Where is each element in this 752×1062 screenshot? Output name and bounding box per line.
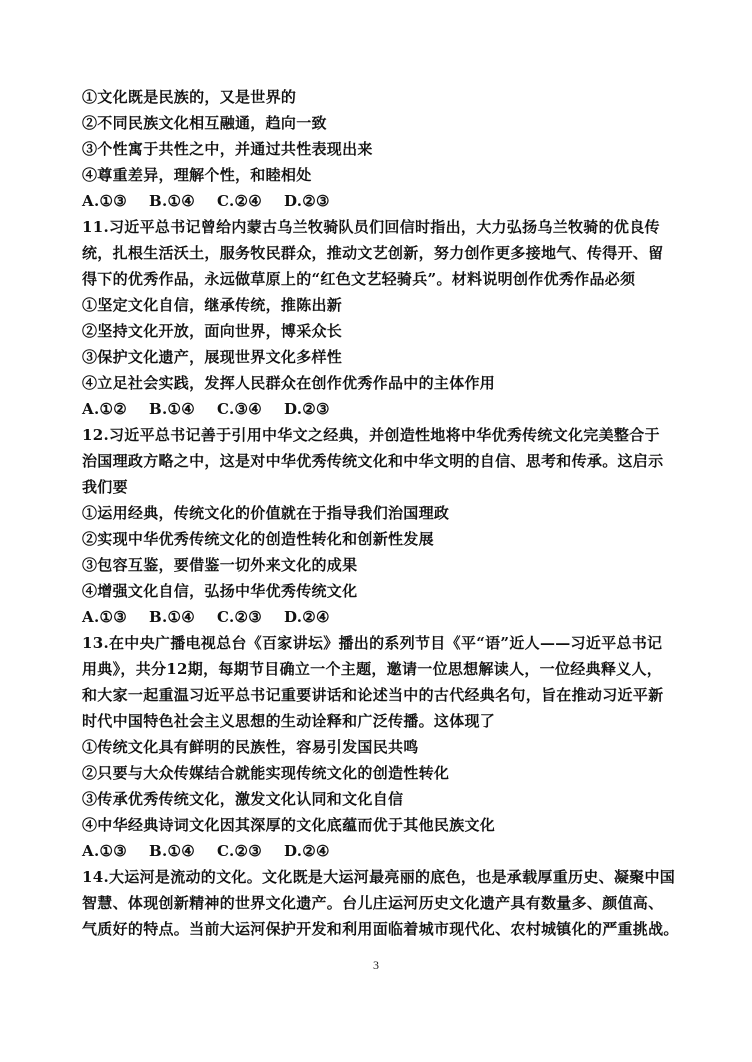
q10-item-2: ②不同民族文化相互融通，趋向一致: [82, 114, 327, 132]
q12-stem-line-3: 我们要: [82, 478, 128, 496]
q13-stem-line-4: 时代中国特色社会主义思想的生动诠释和广泛传播。这体现了: [82, 712, 496, 730]
q12-option-b: B.①④: [148, 608, 195, 626]
q10-options: [82, 188, 682, 214]
q10-option-c: C.②④: [216, 192, 262, 210]
q12-item-3: ③包容互鉴，要借鉴一切外来文化的成果: [82, 556, 358, 574]
q13-item-1: ①传统文化具有鲜明的民族性，容易引发国民共鸣: [82, 738, 419, 756]
q13-option-a: A.①③: [82, 842, 127, 860]
q12-item-1: ①运用经典，传统文化的价值就在于指导我们治国理政: [82, 504, 450, 522]
page-number: 3: [373, 958, 379, 972]
q12-item-4: ④增强文化自信，弘扬中华优秀传统文化: [82, 582, 358, 600]
q10-option-a: A.①③: [82, 192, 127, 210]
q10-option-b: B.①④: [148, 192, 195, 210]
q10-item-1: ①文化既是民族的，又是世界的: [82, 88, 297, 106]
page-content: [82, 84, 682, 942]
q11-item-2: ②坚持文化开放，面向世界，博采众长: [82, 322, 343, 340]
q12-stem-line-1: 12.习近平总书记善于引用中华文之经典，并创造性地将中华优秀传统文化完美整合于: [82, 426, 660, 444]
q12-option-d: D.②④: [283, 608, 330, 626]
q13-item-2: ②只要与大众传媒结合就能实现传统文化的创造性转化: [82, 764, 450, 782]
q12-item-2: ②实现中华优秀传统文化的创造性转化和创新性发展: [82, 530, 434, 548]
q13-stem-line-1: 13.在中央广播电视总台《百家讲坛》播出的系列节目《平“语”近人——习近平总书记: [82, 634, 663, 652]
q13-option-b: B.①④: [148, 842, 195, 860]
q13-stem-line-2: 用典》，共分12期，每期节目确立一个主题，邀请一位思想解读人，一位经典释义人，: [82, 660, 663, 678]
q13-stem-line-3: 和大家一起重温习近平总书记重要讲话和论述当中的古代经典名句，旨在推动习近平新: [82, 686, 664, 704]
q11-stem-line-3: 得下的优秀作品，永远做草原上的“红色文艺轻骑兵”。材料说明创作优秀作品必须: [82, 270, 636, 288]
q11-option-b: B.①④: [148, 400, 195, 418]
q12-options: [82, 604, 682, 630]
q14-stem-line-1: 14.大运河是流动的文化。文化既是大运河最亮丽的底色，也是承载厚重历史、凝聚中国: [82, 868, 676, 886]
q12-option-a: A.①③: [82, 608, 127, 626]
q12-stem-line-2: 治国理政方略之中，这是对中华优秀传统文化和中华文明的自信、思考和传承。这启示: [82, 452, 664, 470]
q13-option-d: D.②④: [283, 842, 330, 860]
q11-stem-line-1: 11.习近平总书记曾给内蒙古乌兰牧骑队员们回信时指出，大力弘扬乌兰牧骑的优良传: [82, 218, 660, 236]
q11-item-4: ④立足社会实践，发挥人民群众在创作优秀作品中的主体作用: [82, 374, 496, 392]
q11-options: [82, 396, 682, 422]
q11-item-3: ③保护文化遗产，展现世界文化多样性: [82, 348, 343, 366]
q14-stem-line-2: 智慧、体现创新精神的世界文化遗产。台儿庄运河历史文化遗产具有数量多、颜值高、: [82, 894, 664, 912]
q13-options: [82, 838, 682, 864]
q11-item-1: ①坚定文化自信，继承传统，推陈出新: [82, 296, 343, 314]
q10-item-4: ④尊重差异，理解个性，和睦相处: [82, 166, 312, 184]
q10-option-d: D.②③: [283, 192, 330, 210]
q11-option-a: A.①②: [82, 400, 127, 418]
q13-item-3: ③传承优秀传统文化，激发文化认同和文化自信: [82, 790, 404, 808]
q14-stem-line-3: 气质好的特点。当前大运河保护开发和利用面临着城市现代化、农村城镇化的严重挑战。: [82, 920, 679, 938]
q11-option-c: C.③④: [216, 400, 262, 418]
q12-option-c: C.②③: [216, 608, 262, 626]
q11-option-d: D.②③: [283, 400, 330, 418]
q11-stem-line-2: 统，扎根生活沃土，服务牧民群众，推动文艺创新，努力创作更多接地气、传得开、留: [82, 244, 664, 262]
q10-item-3: ③个性寓于共性之中，并通过共性表现出来: [82, 140, 373, 158]
q13-item-4: ④中华经典诗词文化因其深厚的文化底蕴而优于其他民族文化: [82, 816, 496, 834]
q13-option-c: C.②③: [216, 842, 262, 860]
